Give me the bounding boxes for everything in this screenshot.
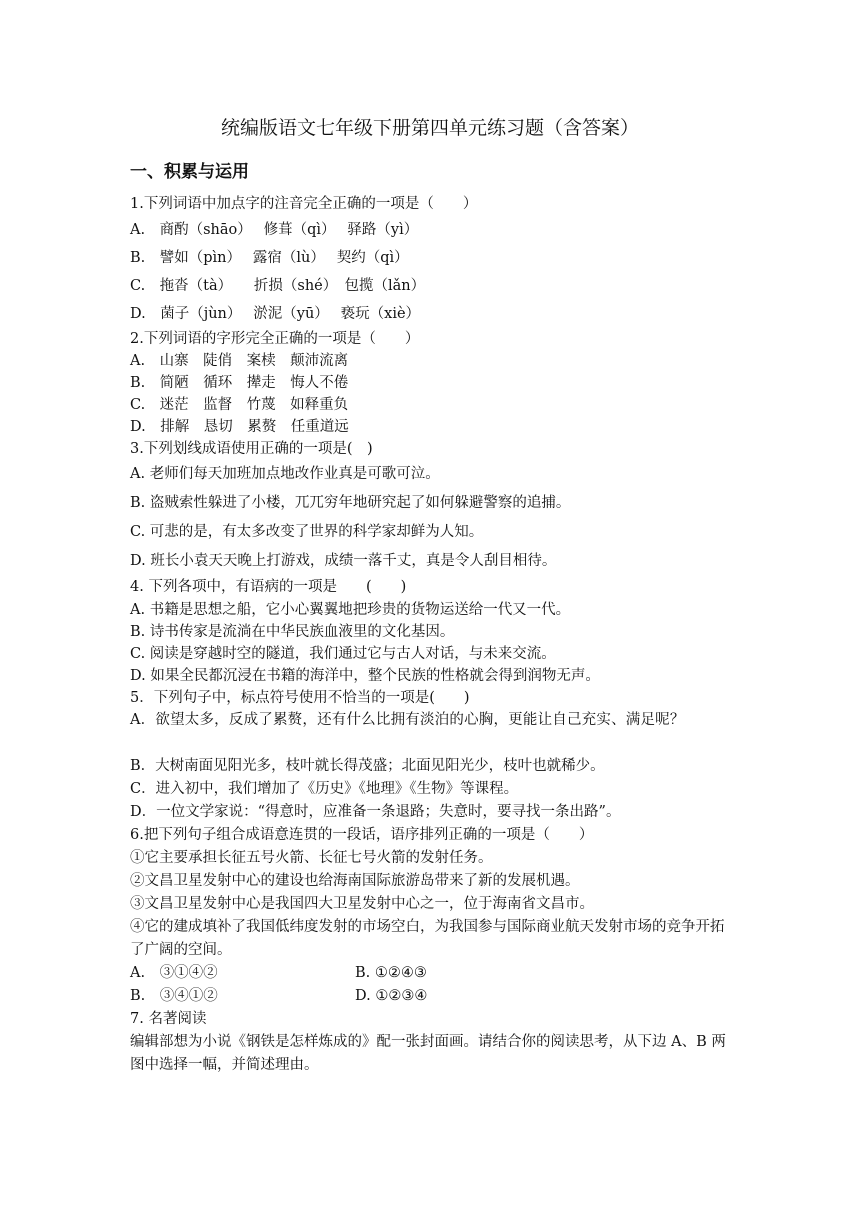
question-4-option-c: C. 阅读是穿越时空的隧道，我们通过它与古人对话，与未来交流。 <box>130 646 556 662</box>
question-3 <box>130 438 735 576</box>
question-2-stem: 2.下列词语的字形完全正确的一项是（ ） <box>130 331 420 347</box>
question-4 <box>130 576 735 687</box>
question-6-option-b: B. ①②④③ <box>355 965 427 981</box>
question-5 <box>130 687 735 824</box>
page-title: 统编版语文七年级下册第四单元练习题（含答案） <box>220 117 639 139</box>
question-3-option-d: D. 班长小袁天天晚上打游戏，成绩一落千丈，真是令人刮目相待。 <box>130 553 557 569</box>
question-5-option-d: D．一位文学家说：“得意时，应准备一条退路；失意时，要寻找一条出路”。 <box>130 804 621 820</box>
question-list <box>130 193 735 1077</box>
question-5-option-a: A．欲望太多，反成了累赘，还有什么比拥有淡泊的心胸，更能让自己充实、满足呢？ <box>130 712 685 728</box>
question-3-option-b: B. 盗贼索性躲进了小楼，兀兀穷年地研究起了如何躲避警察的追捕。 <box>130 495 571 511</box>
question-6-sentence-4: ④它的建成填补了我国低纬度发射的市场空白，为我国参与国际商业航天发射市场的竞争开拓了广阔的空间。 <box>130 919 725 958</box>
question-1-option-c: C. 拖沓（tà） 折损（shé） 包揽（lǎn） <box>130 278 426 294</box>
question-6-option-c: B. ③④①② <box>130 988 218 1004</box>
question-5-stem: 5．下列句子中，标点符号使用不恰当的一项是( ) <box>130 690 470 706</box>
question-2-option-a: A. 山寨 陡俏 案椟 颠沛流离 <box>130 353 349 369</box>
question-1 <box>130 193 735 328</box>
question-2-option-c: C. 迷茫 监督 竹蔑 如释重负 <box>130 397 349 413</box>
question-3-stem: 3.下列划线成语使用正确的一项是( ) <box>130 441 373 457</box>
question-2-option-d: D. 排解 恳切 累赘 任重道远 <box>130 419 349 435</box>
question-3-option-a: A. 老师们每天加班加点地改作业真是可歌可泣。 <box>130 466 440 482</box>
question-6-sentence-1: ①它主要承担长征五号火箭、长征七号火箭的发射任务。 <box>130 850 493 866</box>
question-5-option-c: C．进入初中，我们增加了《历史》《地理》《生物》等课程。 <box>130 781 519 797</box>
question-6 <box>130 824 735 1008</box>
question-7 <box>130 1008 735 1077</box>
question-7-prompt: 编辑部想为小说《钢铁是怎样炼成的》配一张封面画。请结合你的阅读思考，从下边 A、B 两图中选择一幅，并简述理由。 <box>130 1034 726 1073</box>
question-3-option-c: C. 可悲的是，有太多改变了世界的科学家却鲜为人知。 <box>130 524 484 540</box>
question-7-stem: 7. 名著阅读 <box>130 1011 207 1027</box>
question-4-option-a: A. 书籍是思想之船，它小心翼翼地把珍贵的货物运送给一代又一代。 <box>130 602 571 618</box>
question-6-sentence-3: ③文昌卫星发射中心是我国四大卫星发射中心之一，位于海南省文昌市。 <box>130 896 594 912</box>
question-4-stem: 4. 下列各项中，有语病的一项是 ( ) <box>130 579 407 595</box>
question-6-options-row-1 <box>130 962 735 985</box>
question-4-option-b: B. 诗书传家是流淌在中华民族血液里的文化基因。 <box>130 624 455 640</box>
section-heading: 一、积累与运用 <box>130 162 249 182</box>
question-5-option-b: B．大树南面见阳光多，枝叶就长得茂盛；北面见阳光少，枝叶也就稀少。 <box>130 758 605 774</box>
question-2-option-b: B. 简陋 循环 撵走 悔人不倦 <box>130 375 349 391</box>
question-6-options-row-2 <box>130 985 735 1008</box>
question-1-stem: 1.下列词语中加点字的注音完全正确的一项是（ ） <box>130 196 478 212</box>
question-6-sentence-2: ②文昌卫星发射中心的建设也给海南国际旅游岛带来了新的发展机遇。 <box>130 873 580 889</box>
question-6-stem: 6.把下列句子组合成语意连贯的一段话，语序排列正确的一项是（ ） <box>130 827 594 843</box>
question-2 <box>130 328 735 438</box>
question-6-option-d: D. ①②③④ <box>355 988 428 1004</box>
question-6-option-a: A. ③①④② <box>130 965 218 981</box>
question-1-option-a: A. 商酌（shāo） 修葺（qì） 驿路（yì） <box>130 222 419 238</box>
question-4-option-d: D. 如果全民都沉浸在书籍的海洋中，整个民族的性格就会得到润物无声。 <box>130 668 600 684</box>
question-1-option-b: B. 譬如（pìn） 露宿（lù） 契约（qì） <box>130 250 409 266</box>
question-1-option-d: D. 菌子（jùn） 淤泥（yū） 亵玩（xiè） <box>130 306 421 322</box>
